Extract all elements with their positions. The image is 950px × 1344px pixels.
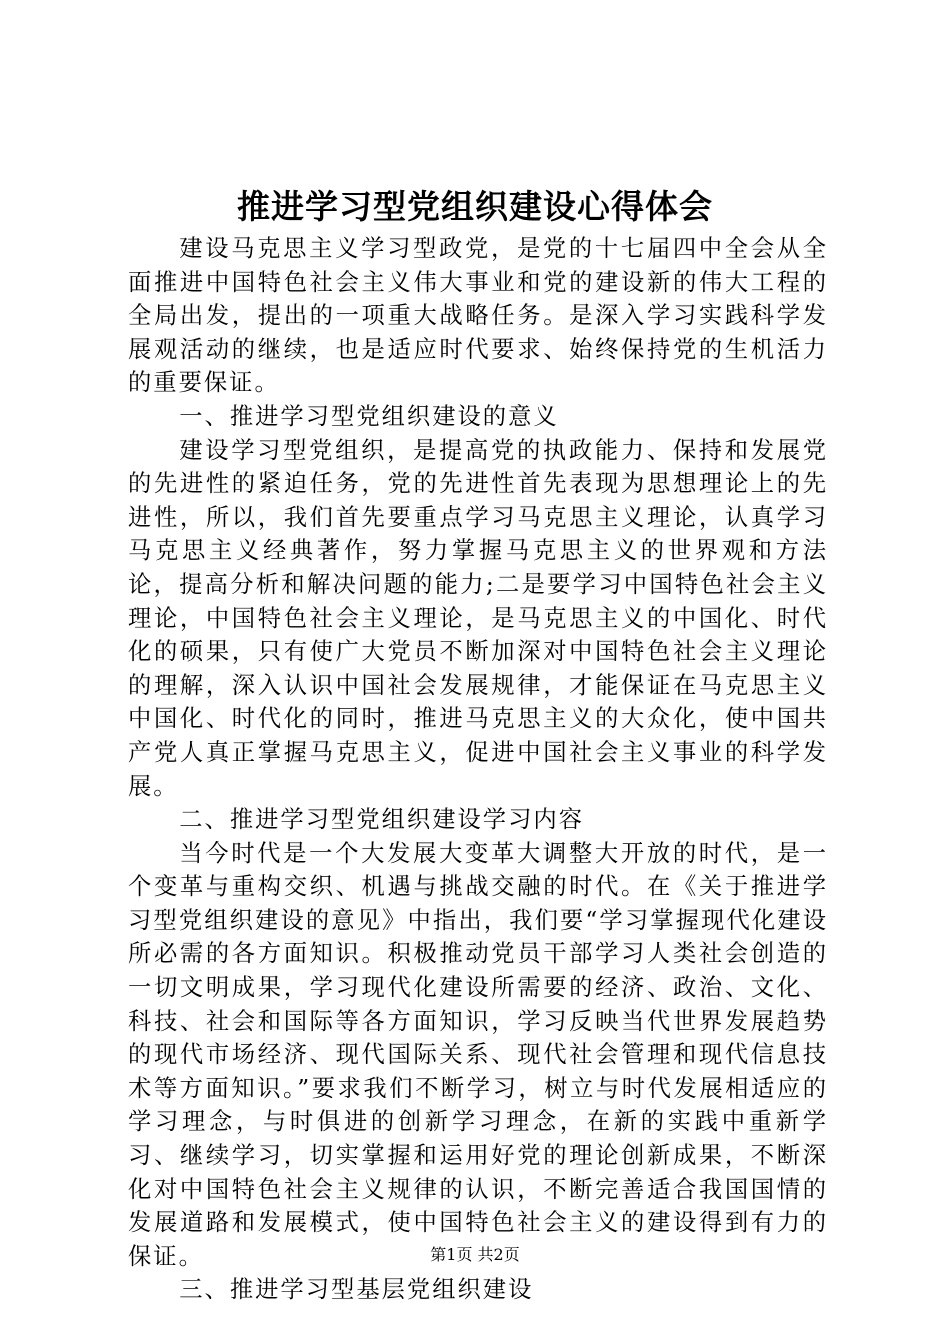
page-number-footer: 第1页 共2页 xyxy=(430,1245,520,1264)
paragraph-content: 当今时代是一个大发展大变革大调整大开放的时代，是一个变革与重构交织、机遇与挑战交融的时代。在《关于推进学习型党组织建设的意见》中指出，我们要“学习掌握现代化建设所必需的各方面知识。积极推动党员干部学习人类社会创造的一切文明成果，学习现代化建设所需要的经济、政治、文化、科技、社会和国际等各方面知识，学习反映当代世界发展趋势的现代市场经济、现代国际关系、现代社会管理和现代信息技术等方面知识。”要求我们不断学习，树立与时代发展相适应的学习理念，与时俱进的创新学习理念，在新的实践中重新学习、继续学习，切实掌握和运用好党的理论创新成果，不断深化对中国特色社会主义规律的认识，不断完善适合我国国情的发展道路和发展模式，使中国特色社会主义的建设得到有力的保证。 xyxy=(128,839,828,1270)
document-title: 推进学习型党组织建设心得体会 xyxy=(237,187,713,226)
paragraph-significance: 建设学习型党组织，是提高党的执政能力、保持和发展党的先进性的紧迫任务，党的先进性首先表现为思想理论上的先进性，所以，我们首先要重点学习马克思主义理论，认真学习马克思主义经典著作，努力掌握马克思主义的世界观和方法论，提高分析和解决问题的能力;二是要学习中国特色社会主义理论，中国特色社会主义理论，是马克思主义的中国化、时代化的硕果，只有使广大党员不断加深对中国特色社会主义理论的理解，深入认识中国社会发展规律，才能保证在马克思主义中国化、时代化的同时，推进马克思主义的大众化，使中国共产党人真正掌握马克思主义，促进中国社会主义事业的科学发展。 xyxy=(128,436,828,800)
document-body xyxy=(128,232,828,1307)
section-heading-1: 一、推进学习型党组织建设的意义 xyxy=(179,402,559,430)
section-heading-2: 二、推进学习型党组织建设学习内容 xyxy=(179,806,584,834)
section-heading-3: 三、推进学习型基层党组织建设 xyxy=(179,1276,534,1304)
paragraph-intro: 建设马克思主义学习型政党，是党的十七届四中全会从全面推进中国特色社会主义伟大事业和党的建设新的伟大工程的全局出发，提出的一项重大战略任务。是深入学习实践科学发展观活动的继续，也是适应时代要求、始终保持党的生机活力的重要保证。 xyxy=(128,235,828,397)
